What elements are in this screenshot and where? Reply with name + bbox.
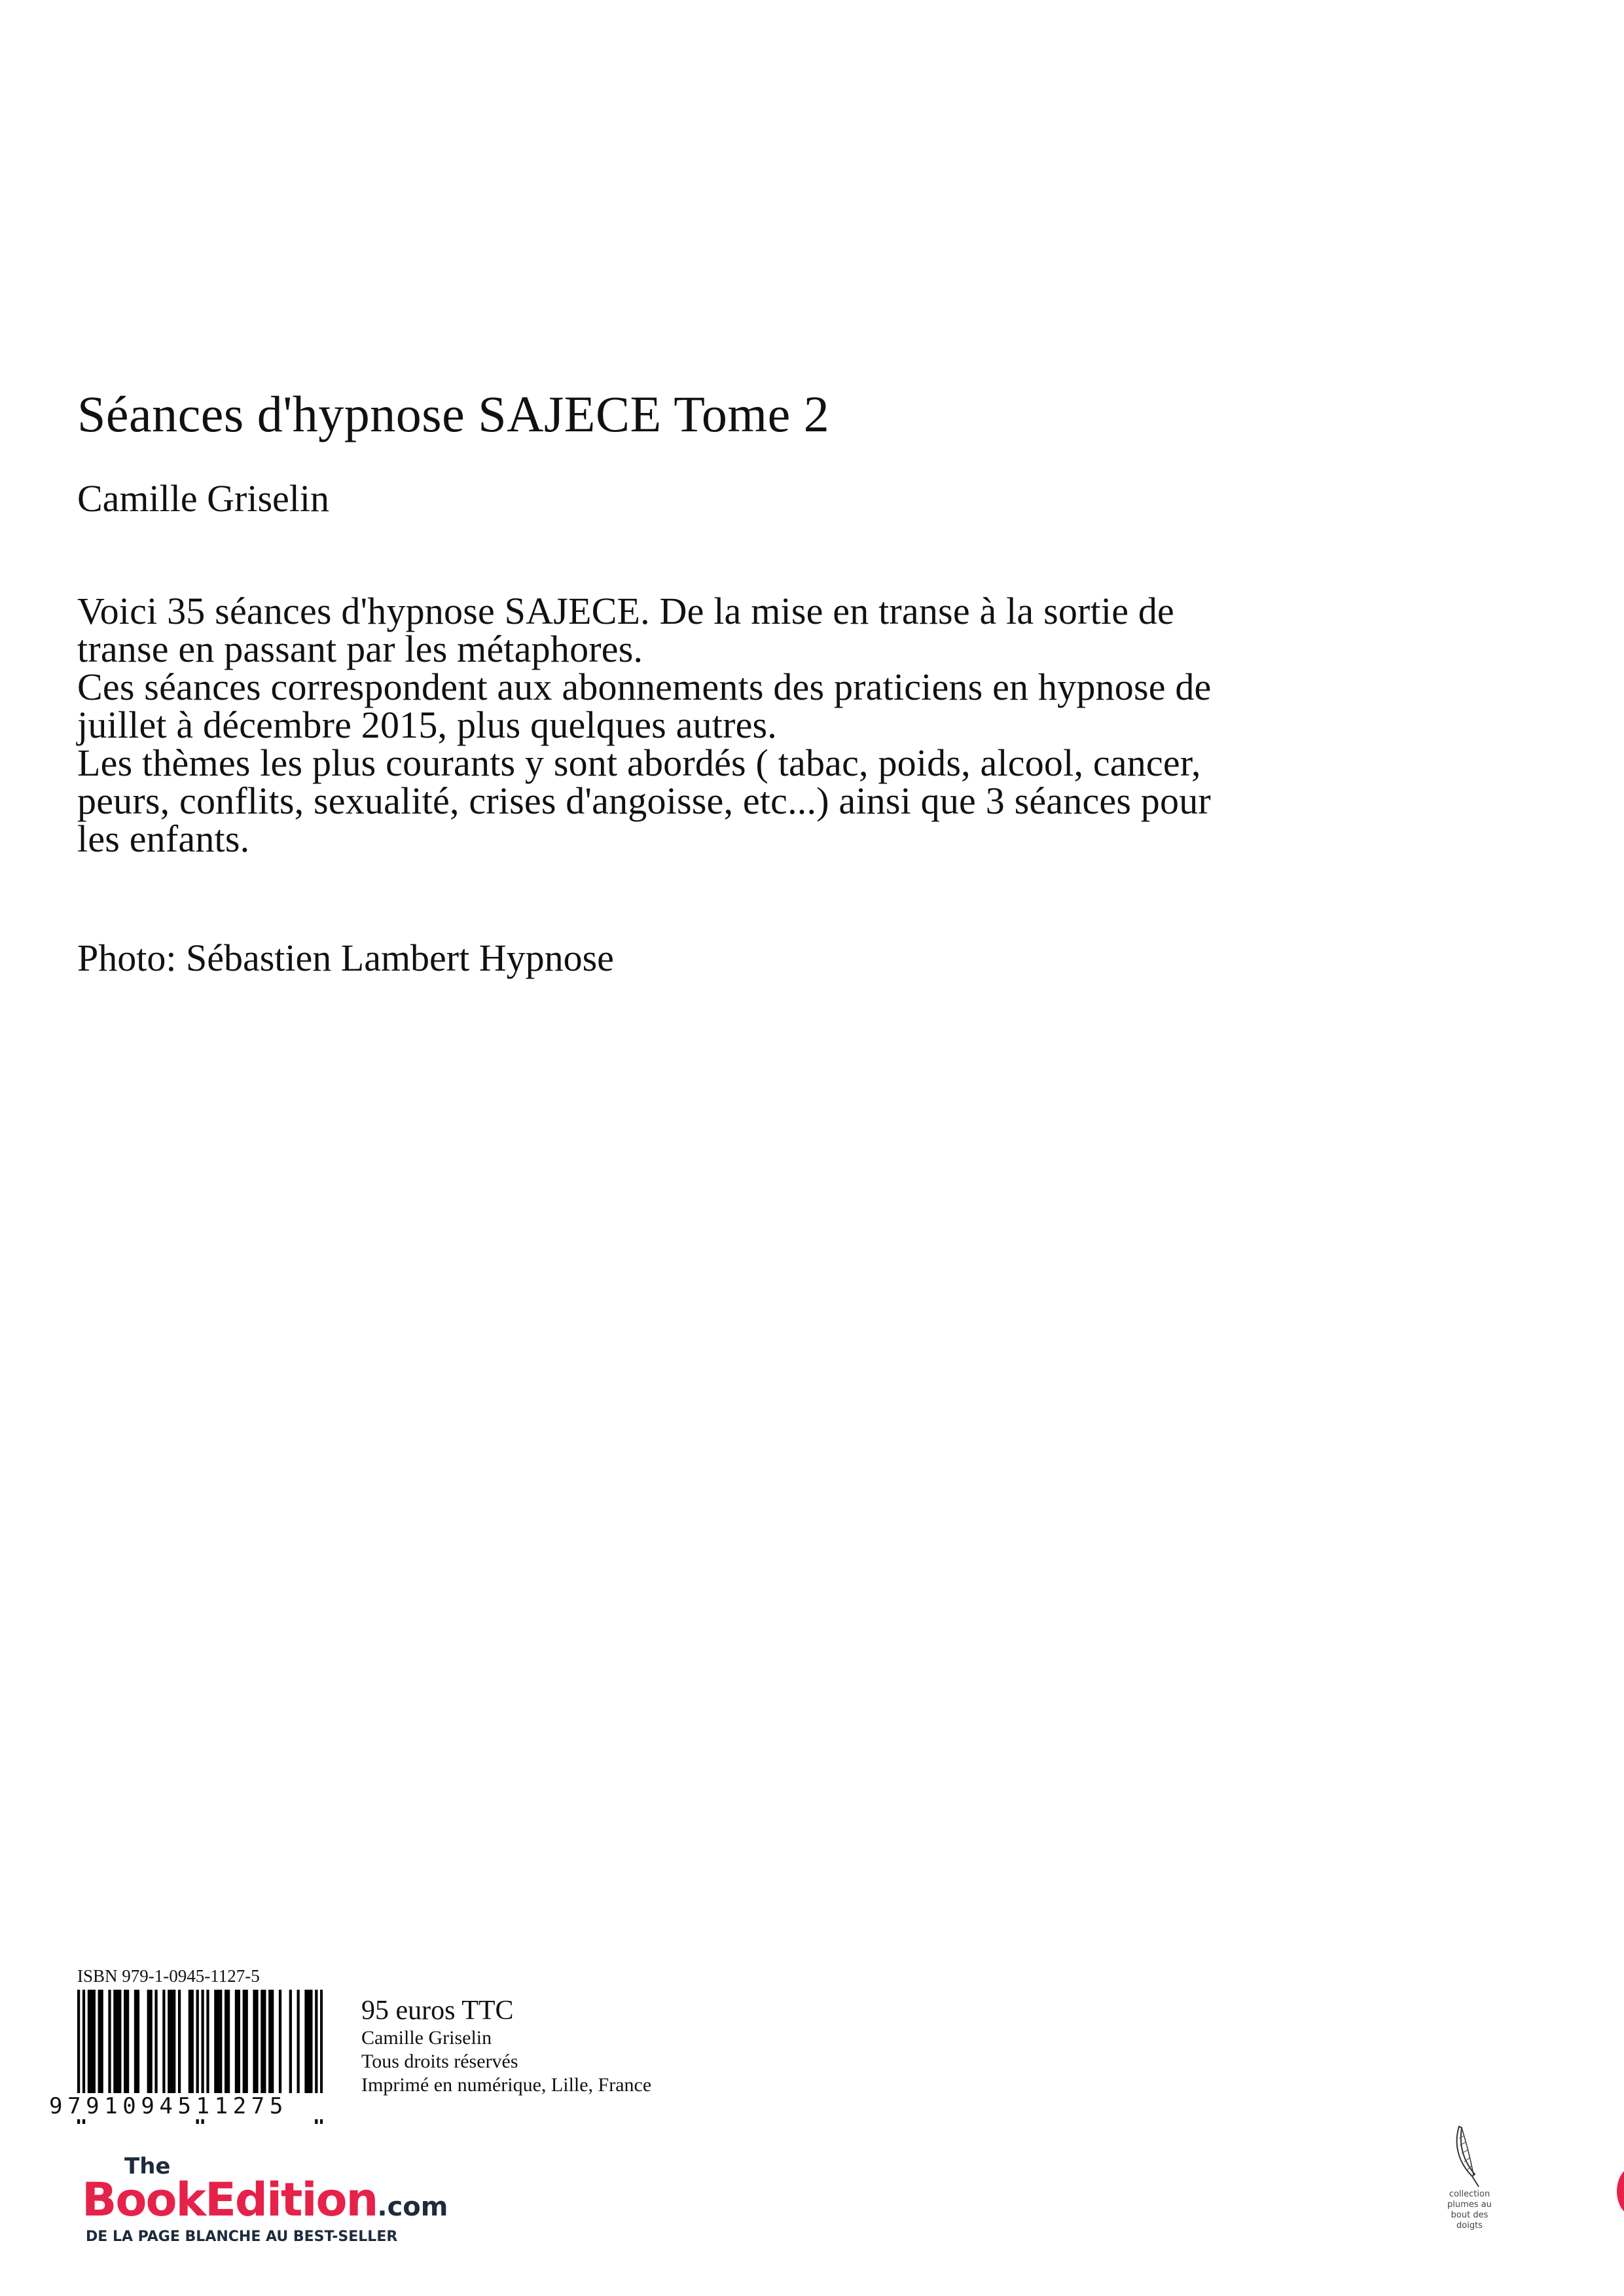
collection-line: plumes au [1447,2200,1492,2210]
barcode-bar [225,1990,227,2098]
book-title: Séances d'hypnose SAJECE Tome 2 [77,386,830,442]
barcode-bar [206,1990,209,2098]
barcode-bar [90,1990,93,2098]
barcode-bar [255,1990,258,2098]
barcode-bar [189,1990,191,2098]
barcode-bar [88,1990,90,2098]
barcode-bar [173,1990,175,2098]
logo-name: BookEdition [82,2173,378,2227]
barcode-bar [126,1990,129,2098]
barcode-bar [245,1990,248,2098]
barcode-bar [289,1990,292,2098]
barcode-bar [134,1990,137,2098]
red-circle-edge [1617,2165,1624,2217]
barcode-bar [124,1990,126,2098]
imprint-rights: Tous droits réservés [361,2051,518,2073]
price: 95 euros TTC [361,1996,514,2026]
collection-line: bout des [1451,2210,1489,2220]
barcode-bar [297,1990,300,2098]
barcode-bar [307,1990,310,2098]
barcode-bar [101,1990,103,2098]
summary-paragraph: Ces séances correspondent aux abonnements des praticiens en hypnose de juillet à décembre 2015, plus quelques autres. [77,666,1212,746]
barcode-bar [154,1990,157,2098]
collection-line: collection [1449,2189,1490,2199]
barcode-bar [113,1990,116,2098]
publisher-logo [82,2153,475,2251]
barcode-bar [118,1990,121,2098]
barcode-bar [162,1990,165,2098]
book-summary [77,592,1242,858]
logo-wordmark [82,2173,448,2227]
barcode-bar [168,1990,170,2098]
barcode-bar [147,1990,150,2098]
logo-slogan: DE LA PAGE BLANCHE AU BEST-SELLER [86,2229,398,2245]
barcode-bar [263,1990,266,2098]
imprint-printing: Imprimé en numérique, Lille, France [361,2074,652,2096]
barcode-bar [271,1990,274,2098]
barcode-bar [235,1990,238,2098]
barcode-bar [279,1990,281,2098]
barcode-bar [310,1990,312,2098]
barcode-bar [178,1990,181,2098]
barcode-bar [191,1990,194,2098]
collection-mark [1440,2124,1499,2231]
barcode-bar [261,1990,263,2098]
barcode-bar [268,1990,271,2098]
barcode-digits: 9791094511275 [49,2093,324,2119]
barcode-bar [137,1990,139,2098]
summary-paragraph: Les thèmes les plus courants y sont abordés ( tabac, poids, alcool, cancer, peurs, conflits, sexualité, crises d'angoisse, etc...) ainsi que 3 séances pour les enfants. [77,742,1211,860]
logo-the: The [124,2153,171,2179]
barcode-bar [253,1990,255,2098]
barcode-bar [243,1990,245,2098]
photo-credit: Photo: Sébastien Lambert Hypnose [77,937,614,979]
barcode-bar [304,1990,307,2098]
imprint-block [361,1995,651,2097]
barcode-bar [219,1990,222,2098]
barcode-bar [214,1990,217,2098]
barcode-bar [227,1990,230,2098]
collection-line: doigts [1456,2221,1483,2231]
summary-paragraph: Voici 35 séances d'hypnose SAJECE. De la mise en transe à la sortie de transe en passant par les métaphores. [77,590,1174,670]
barcode-bar [108,1990,111,2098]
barcode-bar [170,1990,173,2098]
barcode-bar [93,1990,96,2098]
barcode-bar [116,1990,118,2098]
book-author: Camille Griselin [77,477,329,520]
barcode-bar [98,1990,101,2098]
imprint-author: Camille Griselin [361,2027,492,2049]
quill-icon [1450,2124,1489,2189]
barcode-bar [217,1990,219,2098]
barcode-bar [238,1990,240,2098]
logo-suffix: .com [377,2192,448,2222]
isbn-label: ISBN 979-1-0945-1127-5 [77,1966,260,1986]
barcode-bar [150,1990,153,2098]
